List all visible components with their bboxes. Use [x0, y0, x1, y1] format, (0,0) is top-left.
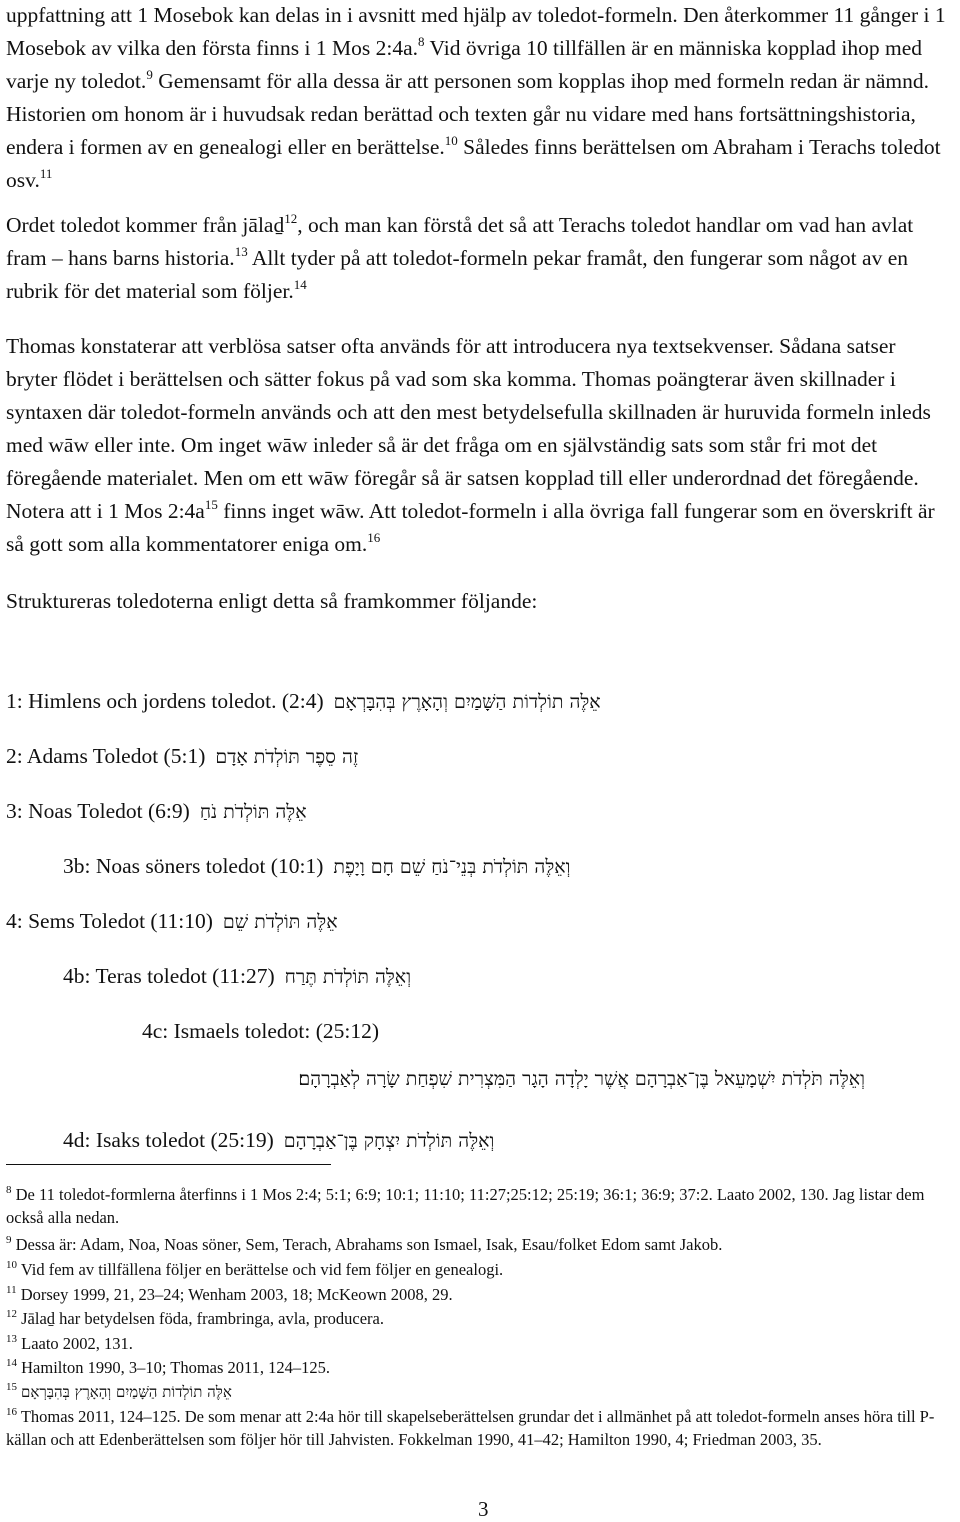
toledot-item-4d [63, 1125, 494, 1156]
p1-s1: uppfattning att 1 Mosebok kan delas in i avsnitt med hjälp av toledot-formeln. Den återkommer 11 gånger i 1 Mosebok av vilka den första finns i 1 Mos 2:4a. [6, 3, 946, 60]
footnote-10 [6, 1259, 950, 1282]
footnote-number: 8 [6, 1184, 12, 1196]
p2-s2: , och man kan förstå det så att Terachs toledot handlar om vad han avlat fram – hans barns historia. [6, 213, 914, 270]
footnote-number: 11 [6, 1284, 17, 1296]
hebrew-text: זֶה סֵפֶר תּוֹלְדֹת אָדָם [215, 746, 359, 768]
toledot-item-3 [6, 796, 307, 827]
footnote-14 [6, 1357, 950, 1380]
page-body [6, 0, 950, 618]
page-number: 3 [478, 1497, 489, 1521]
hebrew-text: וְאֵלֶּה תּוֹלְדֹת תֶּרַח [284, 966, 412, 988]
main-text [6, 0, 950, 618]
footnote-16 [6, 1406, 950, 1451]
hebrew-text: אֵלֶּה תוֹלְדוֹת הַשָּׁמַיִם וְהָאָרֶץ בְּהִבָּרְאָם [21, 1383, 232, 1401]
p3-s2: finns inget wāw. Att toledot-formeln i alla övriga fall fungerar som en överskrift är så gott som alla kommentatorer eniga om. [6, 499, 935, 556]
footnote-number: 15 [6, 1381, 17, 1393]
hebrew-text: אֵלֶּה תּוֹלְדֹת נֹחַ [199, 801, 307, 823]
toledot-label: 4b: Teras toledot (11:27) [63, 964, 275, 988]
footnote-text: Dessa är: Adam, Noa, Noas söner, Sem, Terach, Abrahams son Ismael, Isak, Esau/folket Edom samt Jakob. [15, 1235, 723, 1254]
toledot-label: 4d: Isaks toledot (25:19) [63, 1128, 274, 1152]
toledot-label: 4: Sems Toledot (11:10) [6, 909, 213, 933]
hebrew-text: אֵלֶּה תּוֹלְדֹת שֵׁם [222, 911, 338, 933]
toledot-item-1 [6, 686, 601, 717]
footnote-11 [6, 1284, 950, 1307]
footnote-number: 10 [6, 1259, 17, 1271]
footnote-number: 12 [6, 1308, 17, 1320]
toledot-item-4b [63, 961, 411, 992]
footnote-13 [6, 1333, 950, 1356]
footnote-ref-13: 13 [234, 244, 248, 259]
footnote-text: Vid fem av tillfällena följer en berättelse och vid fem följer en genealogi. [20, 1260, 504, 1279]
paragraph-1 [6, 0, 950, 197]
footnote-text: Dorsey 1999, 21, 23–24; Wenham 2003, 18; McKeown 2008, 29. [20, 1285, 453, 1304]
footnote-8 [6, 1184, 950, 1229]
hebrew-text: וְאֵלֶּה תּוֹלְדֹת בְּנֵי־נֹחַ שֵׁם חָם וָיָפֶת [333, 856, 571, 878]
toledot-label: 1: Himlens och jordens toledot. (2:4) [6, 689, 324, 713]
footnote-ref-9: 9 [146, 67, 153, 82]
p1-s2: Vid övriga 10 tillfällen är en människa kopplad ihop med varje ny toledot. [6, 36, 923, 93]
p3-s1: Thomas konstaterar att verblösa satser ofta används för att introducera nya textsekvenser. Sådana satser bryter flödet i berättelsen och sätter fokus på vad som ska komma. Thomas poängterar även skillnader i syntaxen där toledot-formeln används och att den mest betydelsefulla skillnaden är huruvida formeln inleds med wāw eller inte. Om inget wāw inleder så är det fråga om en självständig sats som står fri mot det föregående materialet. Men om ett wāw föregår så är satsen kopplad till eller underordnad det föregående. Notera att i 1 Mos 2:4a [6, 334, 931, 523]
toledot-item-4 [6, 906, 338, 937]
toledot-label: 3b: Noas söners toledot (10:1) [63, 854, 324, 878]
footnote-separator [6, 1164, 331, 1165]
toledot-label: 2: Adams Toledot (5:1) [6, 744, 206, 768]
footnote-text: De 11 toledot-formlerna återfinns i 1 Mos 2:4; 5:1; 6:9; 10:1; 11:10; 11:27;25:12; 25:19; 36:1; 36:9; 37:2. Laato 2002, 130. Jag listar dem också alla nedan. [6, 1185, 925, 1227]
toledot-label: 3: Noas Toledot (6:9) [6, 799, 190, 823]
toledot-item-3b [63, 851, 571, 882]
ismael-hebrew-line: וְאֵלֶּה תֹּלְדֹת יִשְׁמָעֵאל בֶּן־אַבְרָהָם אֲשֶׁר יָלְדָה הָגָר הַמִּצְרִית שִׁפְחַת שָׂרָה לְאַבְרָהָם׃ [298, 1068, 865, 1090]
toledot-item-4c [142, 1016, 379, 1046]
paragraph-3 [6, 330, 950, 561]
list-intro: Struktureras toledoterna enligt detta så framkommer följande: [6, 589, 538, 613]
footnote-ref-11: 11 [39, 166, 53, 181]
footnote-9 [6, 1234, 950, 1257]
footnote-ref-8: 8 [418, 34, 425, 49]
footnote-number: 14 [6, 1357, 17, 1369]
hebrew-text: וְאֵלֶּה תּוֹלְדֹת יִצְחָק בֶּן־אַבְרָהָם [283, 1130, 495, 1152]
footnote-text: Jālaḏ har betydelsen föda, frambringa, avla, producera. [21, 1309, 384, 1328]
p2-s1: Ordet toledot kommer från jālaḏ [6, 213, 285, 237]
footnote-ref-16: 16 [367, 530, 381, 545]
paragraph-2 [6, 209, 950, 308]
footnote-ref-15: 15 [204, 497, 218, 512]
p2-s3: Allt tyder på att toledot-formeln pekar framåt, den fungerar som något av en rubrik för det material som följer. [6, 246, 908, 303]
footnote-15 [6, 1381, 950, 1404]
footnote-12 [6, 1308, 950, 1331]
hebrew-text: אֵלֶּה תוֹלְדוֹת הַשָּׁמַיִם וְהָאָרֶץ בְּהִבָּרְאָם [333, 691, 601, 713]
p1-s4: Således finns berättelsen om Abraham i Terachs toledot osv. [6, 135, 941, 192]
footnote-ref-10: 10 [444, 133, 458, 148]
footnote-ref-12: 12 [284, 211, 298, 226]
footnote-number: 16 [6, 1406, 17, 1418]
footnote-text: Laato 2002, 131. [21, 1334, 133, 1353]
p1-s3: Gemensamt för alla dessa är att personen som kopplas ihop med formeln redan är nämnd. Historien om honom är i huvudsak redan berättad och texten går nu vidare med hans fortsättningshistoria, endera i formen av en genealogi eller en berättelse. [6, 69, 929, 159]
footnote-ref-14: 14 [293, 277, 307, 292]
toledot-item-2 [6, 741, 358, 772]
footnote-text: Hamilton 1990, 3–10; Thomas 2011, 124–125. [21, 1358, 331, 1377]
footnote-text: Thomas 2011, 124–125. De som menar att 2:4a hör till skapelseberättelsen grundar det i allmänhet på att toledot-formeln anses höra till P-källan och att Edenberättelsen som följer hör till Jahvisten. Fokkelman 1990, 41–42; Hamilton 1990, 4; Friedman 2003, 35. [6, 1407, 935, 1449]
footnote-number: 13 [6, 1333, 17, 1345]
footnote-number: 9 [6, 1234, 12, 1246]
toledot-label: 4c: Ismaels toledot: (25:12) [142, 1019, 380, 1043]
